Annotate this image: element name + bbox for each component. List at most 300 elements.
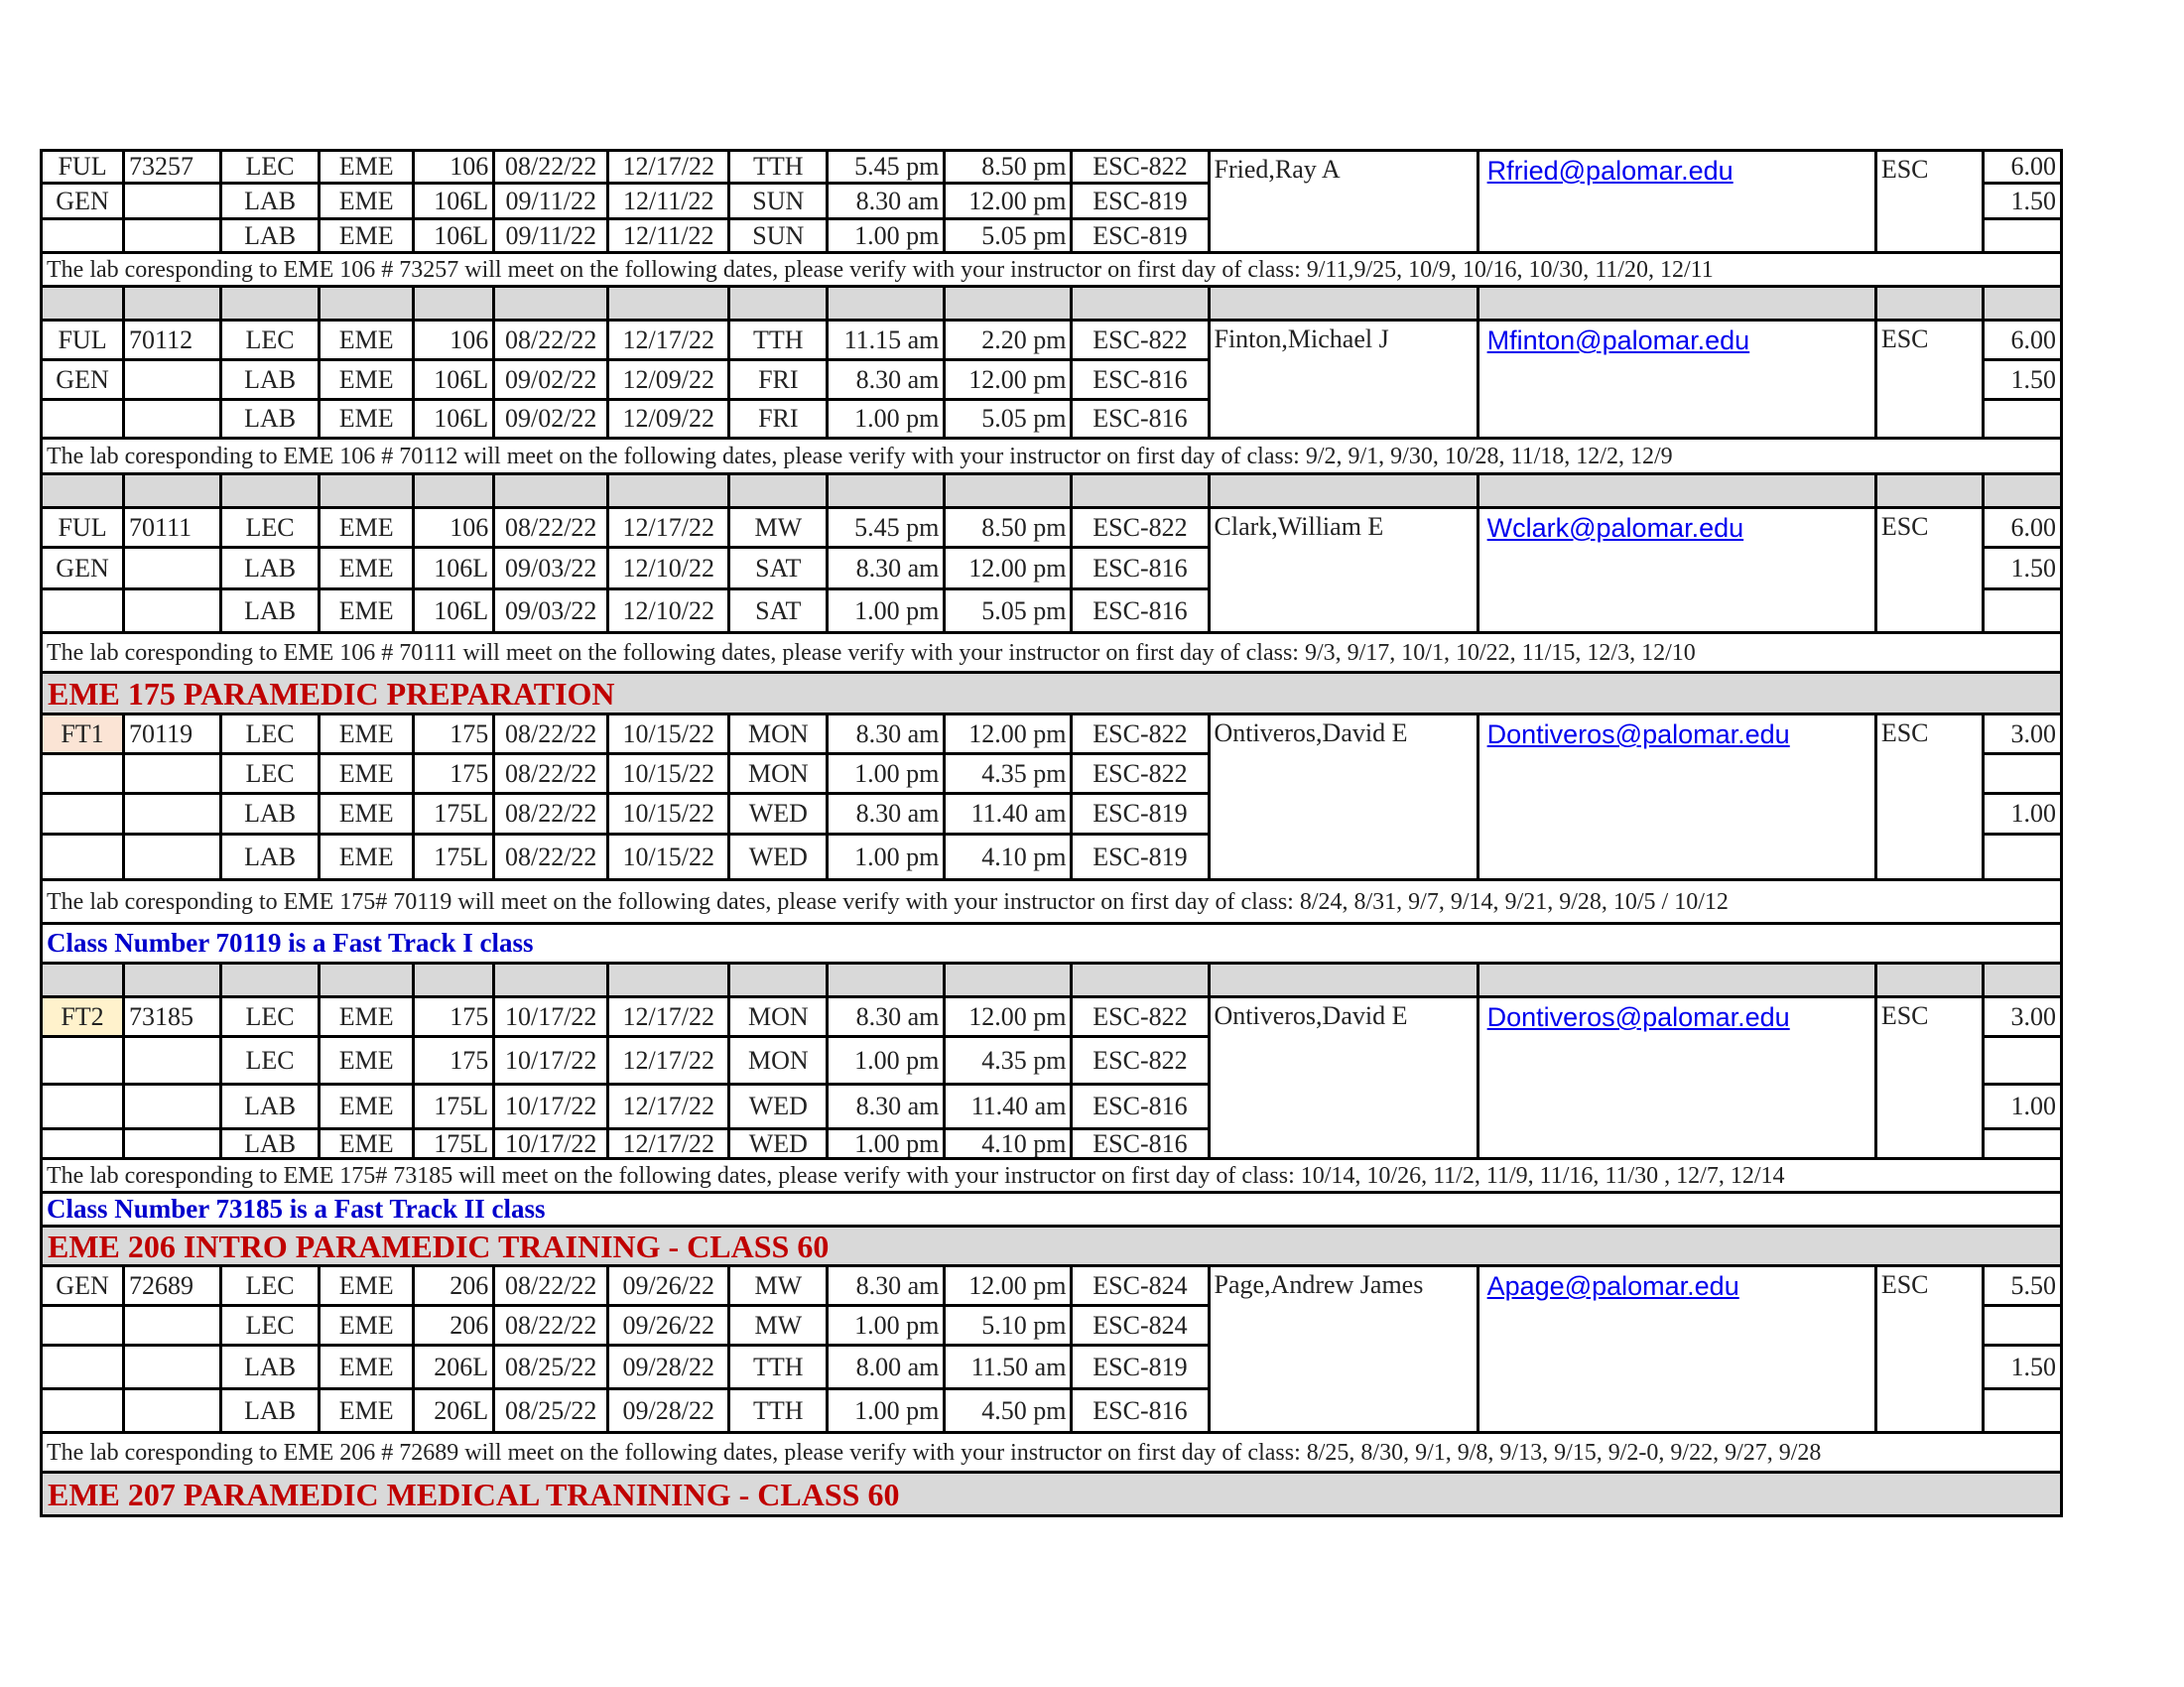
- subject: EME: [320, 184, 414, 219]
- end-date: 12/17/22: [608, 508, 729, 548]
- course-number: 175: [414, 754, 494, 794]
- spacer-cell: [1209, 964, 1477, 997]
- start-time: 8.00 am: [828, 1346, 945, 1389]
- meeting-days: TTH: [729, 1346, 828, 1389]
- instructor-name: Ontiveros,David E: [1209, 714, 1477, 880]
- section-type: FUL: [42, 508, 124, 548]
- units: [1983, 400, 2061, 439]
- start-time: 8.30 am: [828, 794, 945, 835]
- meeting-days: WED: [729, 835, 828, 880]
- spacer-cell: [1209, 287, 1477, 321]
- meeting-days: FRI: [729, 360, 828, 400]
- end-date: 12/10/22: [608, 548, 729, 589]
- end-time: 8.50 pm: [945, 151, 1072, 184]
- meeting-days: WED: [729, 1085, 828, 1129]
- spacer-cell: [1477, 964, 1875, 997]
- lab-dates-note: The lab coresponding to EME 175# 73185 will meet on the following dates, please verify with your instructor on first day of class: 10/14, 10/26, 11/2, 11/9, 11/16, 11/30 , 12/7, 12/14: [42, 1159, 2062, 1193]
- course-number: 106L: [414, 360, 494, 400]
- room: ESC-822: [1072, 1037, 1209, 1085]
- section-type: [42, 1129, 124, 1159]
- subject: EME: [320, 794, 414, 835]
- end-time: 12.00 pm: [945, 714, 1072, 754]
- room: ESC-816: [1072, 400, 1209, 439]
- start-date: 08/22/22: [494, 508, 608, 548]
- spacer-cell: [320, 474, 414, 508]
- start-date: 09/03/22: [494, 589, 608, 633]
- start-time: 11.15 am: [828, 321, 945, 360]
- lab-dates-note-row: [42, 439, 2062, 474]
- meeting-row: [42, 321, 2062, 360]
- units: 1.00: [1983, 1085, 2061, 1129]
- spacer-cell: [1983, 964, 2061, 997]
- instructor-email-link[interactable]: Dontiveros@palomar.edu: [1486, 1002, 1790, 1032]
- section-type: GEN: [42, 360, 124, 400]
- start-date: 08/22/22: [494, 794, 608, 835]
- units: 6.00: [1983, 508, 2061, 548]
- start-time: 1.00 pm: [828, 1037, 945, 1085]
- end-time: 8.50 pm: [945, 508, 1072, 548]
- start-time: 8.30 am: [828, 548, 945, 589]
- campus-location: ESC: [1875, 714, 1983, 880]
- meeting-days: MON: [729, 714, 828, 754]
- instructor-name: Clark,William E: [1209, 508, 1477, 633]
- lab-dates-note: The lab coresponding to EME 175# 70119 will meet on the following dates, please verify with your instructor on first day of class: 8/24, 8/31, 9/7, 9/14, 9/21, 9/28, 10/5 / 10/12: [42, 880, 2062, 924]
- instructor-email-link[interactable]: Mfinton@palomar.edu: [1486, 325, 1750, 355]
- spacer-cell: [945, 474, 1072, 508]
- room: ESC-822: [1072, 754, 1209, 794]
- spacer-cell: [608, 964, 729, 997]
- spacer-cell: [124, 287, 221, 321]
- lab-dates-note: The lab coresponding to EME 106 # 70111 will meet on the following dates, please verify with your instructor on first day of class: 9/3, 9/17, 10/1, 10/22, 11/15, 12/3, 12/10: [42, 633, 2062, 673]
- end-time: 5.05 pm: [945, 219, 1072, 253]
- class-number: [124, 754, 221, 794]
- meeting-days: MON: [729, 997, 828, 1037]
- spacer-cell: [1875, 287, 1983, 321]
- spacer-cell: [1477, 287, 1875, 321]
- activity: LEC: [221, 1037, 320, 1085]
- start-date: 08/22/22: [494, 835, 608, 880]
- subject: EME: [320, 997, 414, 1037]
- meeting-days: MON: [729, 754, 828, 794]
- spacer-cell: [1983, 287, 2061, 321]
- spacer-cell: [414, 287, 494, 321]
- start-time: 1.00 pm: [828, 219, 945, 253]
- instructor-email-cell: [1477, 321, 1875, 439]
- section-type: GEN: [42, 548, 124, 589]
- activity: LAB: [221, 794, 320, 835]
- class-number: 70111: [124, 508, 221, 548]
- room: ESC-816: [1072, 589, 1209, 633]
- section-type: [42, 1085, 124, 1129]
- class-number: 73185: [124, 997, 221, 1037]
- course-number: 106L: [414, 184, 494, 219]
- start-date: 08/22/22: [494, 151, 608, 184]
- end-time: 12.00 pm: [945, 548, 1072, 589]
- spacer-cell: [494, 964, 608, 997]
- section-type: [42, 754, 124, 794]
- class-number: [124, 184, 221, 219]
- meeting-days: FRI: [729, 400, 828, 439]
- end-date: 12/09/22: [608, 400, 729, 439]
- room: ESC-819: [1072, 184, 1209, 219]
- end-time: 11.50 am: [945, 1346, 1072, 1389]
- course-number: 106: [414, 321, 494, 360]
- end-time: 4.35 pm: [945, 1037, 1072, 1085]
- room: ESC-822: [1072, 151, 1209, 184]
- instructor-name: Page,Andrew James: [1209, 1266, 1477, 1433]
- activity: LAB: [221, 1346, 320, 1389]
- section-type: [42, 400, 124, 439]
- meeting-days: WED: [729, 1129, 828, 1159]
- spacer-cell: [221, 964, 320, 997]
- end-date: 09/28/22: [608, 1389, 729, 1433]
- room: ESC-816: [1072, 1085, 1209, 1129]
- campus-location: ESC: [1875, 508, 1983, 633]
- end-date: 12/17/22: [608, 151, 729, 184]
- fast-track-info-row: [42, 1193, 2062, 1227]
- section-type: FUL: [42, 321, 124, 360]
- section-type: FT2: [42, 997, 124, 1037]
- units: 6.00: [1983, 151, 2061, 184]
- room: ESC-822: [1072, 508, 1209, 548]
- instructor-name: Fried,Ray A: [1209, 151, 1477, 253]
- activity: LAB: [221, 219, 320, 253]
- spacer-cell: [729, 474, 828, 508]
- lab-dates-note-row: [42, 633, 2062, 673]
- room: ESC-824: [1072, 1306, 1209, 1346]
- start-time: 1.00 pm: [828, 1389, 945, 1433]
- activity: LAB: [221, 184, 320, 219]
- start-date: 10/17/22: [494, 1129, 608, 1159]
- spacer-cell: [828, 287, 945, 321]
- start-time: 8.30 am: [828, 1085, 945, 1129]
- room: ESC-822: [1072, 714, 1209, 754]
- section-type: [42, 589, 124, 633]
- course-number: 206: [414, 1306, 494, 1346]
- class-number: [124, 360, 221, 400]
- units: [1983, 1129, 2061, 1159]
- activity: LAB: [221, 589, 320, 633]
- room: ESC-822: [1072, 321, 1209, 360]
- course-number: 175L: [414, 835, 494, 880]
- end-time: 11.40 am: [945, 1085, 1072, 1129]
- meeting-row: [42, 1266, 2062, 1306]
- section-type: [42, 835, 124, 880]
- fast-track-info: Class Number 70119 is a Fast Track I class: [42, 924, 2062, 964]
- end-time: 12.00 pm: [945, 997, 1072, 1037]
- units: [1983, 1389, 2061, 1433]
- start-date: 10/17/22: [494, 1085, 608, 1129]
- course-header-row: [42, 1473, 2062, 1516]
- course-number: 175: [414, 997, 494, 1037]
- spacer-cell: [221, 287, 320, 321]
- room: ESC-816: [1072, 1389, 1209, 1433]
- spacer-cell: [414, 474, 494, 508]
- activity: LAB: [221, 1129, 320, 1159]
- subject: EME: [320, 1389, 414, 1433]
- class-number: [124, 835, 221, 880]
- end-time: 2.20 pm: [945, 321, 1072, 360]
- room: ESC-824: [1072, 1266, 1209, 1306]
- lab-dates-note-row: [42, 1159, 2062, 1193]
- meeting-row: [42, 714, 2062, 754]
- units: 6.00: [1983, 321, 2061, 360]
- end-date: 10/15/22: [608, 794, 729, 835]
- instructor-email-link[interactable]: Rfried@palomar.edu: [1486, 156, 1734, 186]
- campus-location: ESC: [1875, 1266, 1983, 1433]
- end-time: 12.00 pm: [945, 184, 1072, 219]
- spacer-cell: [124, 964, 221, 997]
- course-number: 106L: [414, 548, 494, 589]
- spacer-cell: [608, 287, 729, 321]
- spacer-cell: [320, 287, 414, 321]
- units: [1983, 219, 2061, 253]
- class-number: [124, 1037, 221, 1085]
- spacer-cell: [494, 287, 608, 321]
- lab-dates-note-row: [42, 1433, 2062, 1473]
- units: 1.50: [1983, 548, 2061, 589]
- spacer-cell: [414, 964, 494, 997]
- course-number: 206L: [414, 1389, 494, 1433]
- meeting-days: MW: [729, 508, 828, 548]
- section-type: GEN: [42, 1266, 124, 1306]
- instructor-email-cell: [1477, 151, 1875, 253]
- subject: EME: [320, 219, 414, 253]
- end-date: 09/28/22: [608, 1346, 729, 1389]
- subject: EME: [320, 1266, 414, 1306]
- class-number: [124, 1389, 221, 1433]
- start-date: 08/22/22: [494, 714, 608, 754]
- lab-dates-note-row: [42, 880, 2062, 924]
- course-number: 175: [414, 714, 494, 754]
- start-time: 1.00 pm: [828, 589, 945, 633]
- end-time: 4.10 pm: [945, 1129, 1072, 1159]
- end-time: 5.10 pm: [945, 1306, 1072, 1346]
- meeting-row: [42, 997, 2062, 1037]
- lab-dates-note: The lab coresponding to EME 206 # 72689 will meet on the following dates, please verify with your instructor on first day of class: 8/25, 8/30, 9/1, 9/8, 9/13, 9/15, 9/2-0, 9/22, 9/27, 9/28: [42, 1433, 2062, 1473]
- activity: LAB: [221, 1389, 320, 1433]
- section-type: [42, 1037, 124, 1085]
- meeting-days: SUN: [729, 219, 828, 253]
- units: 1.50: [1983, 1346, 2061, 1389]
- class-number: [124, 1085, 221, 1129]
- activity: LEC: [221, 997, 320, 1037]
- start-time: 8.30 am: [828, 997, 945, 1037]
- class-number: [124, 400, 221, 439]
- subject: EME: [320, 321, 414, 360]
- start-date: 08/22/22: [494, 1266, 608, 1306]
- fast-track-info-row: [42, 924, 2062, 964]
- lab-dates-note: The lab coresponding to EME 106 # 70112 will meet on the following dates, please verify with your instructor on first day of class: 9/2, 9/1, 9/30, 10/28, 11/18, 12/2, 12/9: [42, 439, 2062, 474]
- start-date: 09/02/22: [494, 360, 608, 400]
- activity: LAB: [221, 548, 320, 589]
- end-time: 4.35 pm: [945, 754, 1072, 794]
- section-type: [42, 219, 124, 253]
- room: ESC-822: [1072, 997, 1209, 1037]
- units: 1.00: [1983, 794, 2061, 835]
- units: 5.50: [1983, 1266, 2061, 1306]
- activity: LEC: [221, 754, 320, 794]
- section-type: [42, 794, 124, 835]
- activity: LEC: [221, 508, 320, 548]
- campus-location: ESC: [1875, 321, 1983, 439]
- spacer-row: [42, 474, 2062, 508]
- course-number: 106: [414, 151, 494, 184]
- spacer-cell: [42, 964, 124, 997]
- end-date: 12/10/22: [608, 589, 729, 633]
- lab-dates-note: The lab coresponding to EME 106 # 73257 will meet on the following dates, please verify with your instructor on first day of class: 9/11,9/25, 10/9, 10/16, 10/30, 11/20, 12/11: [42, 253, 2062, 287]
- room: ESC-816: [1072, 548, 1209, 589]
- course-number: 206: [414, 1266, 494, 1306]
- spacer-cell: [828, 964, 945, 997]
- course-title: EME 206 INTRO PARAMEDIC TRAINING - CLASS 60: [42, 1227, 2062, 1266]
- start-time: 5.45 pm: [828, 508, 945, 548]
- spacer-cell: [1209, 474, 1477, 508]
- course-number: 106L: [414, 400, 494, 439]
- end-date: 12/17/22: [608, 1037, 729, 1085]
- subject: EME: [320, 1306, 414, 1346]
- activity: LEC: [221, 321, 320, 360]
- course-number: 106L: [414, 219, 494, 253]
- start-time: 5.45 pm: [828, 151, 945, 184]
- start-date: 09/11/22: [494, 219, 608, 253]
- end-date: 09/26/22: [608, 1266, 729, 1306]
- instructor-email-link[interactable]: Dontiveros@palomar.edu: [1486, 719, 1790, 749]
- start-date: 08/22/22: [494, 321, 608, 360]
- spacer-cell: [729, 964, 828, 997]
- subject: EME: [320, 1129, 414, 1159]
- subject: EME: [320, 835, 414, 880]
- fast-track-info: Class Number 73185 is a Fast Track II class: [42, 1193, 2062, 1227]
- spacer-cell: [1477, 474, 1875, 508]
- start-time: 8.30 am: [828, 1266, 945, 1306]
- room: ESC-816: [1072, 360, 1209, 400]
- room: ESC-819: [1072, 794, 1209, 835]
- room: ESC-816: [1072, 1129, 1209, 1159]
- activity: LEC: [221, 1306, 320, 1346]
- meeting-days: TTH: [729, 1389, 828, 1433]
- units: 3.00: [1983, 714, 2061, 754]
- class-number: [124, 1346, 221, 1389]
- class-number: [124, 1306, 221, 1346]
- spacer-cell: [221, 474, 320, 508]
- subject: EME: [320, 589, 414, 633]
- end-date: 09/26/22: [608, 1306, 729, 1346]
- start-date: 08/22/22: [494, 754, 608, 794]
- meeting-days: MW: [729, 1266, 828, 1306]
- instructor-name: Ontiveros,David E: [1209, 997, 1477, 1159]
- class-number: [124, 1129, 221, 1159]
- section-type: FUL: [42, 151, 124, 184]
- subject: EME: [320, 151, 414, 184]
- meeting-days: MON: [729, 1037, 828, 1085]
- spacer-cell: [729, 287, 828, 321]
- instructor-email-cell: [1477, 714, 1875, 880]
- activity: LEC: [221, 1266, 320, 1306]
- spacer-cell: [945, 287, 1072, 321]
- subject: EME: [320, 714, 414, 754]
- end-date: 10/15/22: [608, 714, 729, 754]
- course-title: EME 175 PARAMEDIC PREPARATION: [42, 673, 2062, 714]
- campus-location: ESC: [1875, 151, 1983, 253]
- spacer-cell: [1072, 474, 1209, 508]
- end-date: 12/17/22: [608, 1129, 729, 1159]
- end-date: 12/11/22: [608, 219, 729, 253]
- spacer-cell: [608, 474, 729, 508]
- start-date: 08/25/22: [494, 1389, 608, 1433]
- subject: EME: [320, 1346, 414, 1389]
- spacer-cell: [494, 474, 608, 508]
- course-number: 106L: [414, 589, 494, 633]
- instructor-email-link[interactable]: Wclark@palomar.edu: [1486, 513, 1744, 543]
- start-date: 08/25/22: [494, 1346, 608, 1389]
- instructor-email-cell: [1477, 1266, 1875, 1433]
- start-date: 09/03/22: [494, 548, 608, 589]
- activity: LAB: [221, 835, 320, 880]
- subject: EME: [320, 548, 414, 589]
- section-type: [42, 1306, 124, 1346]
- course-number: 175: [414, 1037, 494, 1085]
- end-date: 12/17/22: [608, 997, 729, 1037]
- room: ESC-819: [1072, 835, 1209, 880]
- class-number: [124, 794, 221, 835]
- spacer-cell: [1072, 964, 1209, 997]
- instructor-email-cell: [1477, 997, 1875, 1159]
- end-time: 12.00 pm: [945, 360, 1072, 400]
- units: [1983, 589, 2061, 633]
- spacer-cell: [1983, 474, 2061, 508]
- units: 3.00: [1983, 997, 2061, 1037]
- activity: LEC: [221, 151, 320, 184]
- subject: EME: [320, 508, 414, 548]
- instructor-email-cell: [1477, 508, 1875, 633]
- class-number: 73257: [124, 151, 221, 184]
- units: 1.50: [1983, 184, 2061, 219]
- start-time: 1.00 pm: [828, 1306, 945, 1346]
- start-time: 1.00 pm: [828, 835, 945, 880]
- subject: EME: [320, 754, 414, 794]
- start-time: 8.30 am: [828, 360, 945, 400]
- room: ESC-819: [1072, 1346, 1209, 1389]
- subject: EME: [320, 360, 414, 400]
- start-time: 8.30 am: [828, 184, 945, 219]
- units: 1.50: [1983, 360, 2061, 400]
- course-number: 206L: [414, 1346, 494, 1389]
- end-time: 4.10 pm: [945, 835, 1072, 880]
- spacer-row: [42, 287, 2062, 321]
- meeting-row: [42, 151, 2062, 184]
- instructor-email-link[interactable]: Apage@palomar.edu: [1486, 1271, 1739, 1301]
- end-time: 5.05 pm: [945, 589, 1072, 633]
- units: [1983, 754, 2061, 794]
- end-date: 12/09/22: [608, 360, 729, 400]
- end-time: 11.40 am: [945, 794, 1072, 835]
- activity: LAB: [221, 1085, 320, 1129]
- start-time: 8.30 am: [828, 714, 945, 754]
- course-header-row: [42, 673, 2062, 714]
- spacer-cell: [1875, 964, 1983, 997]
- spacer-cell: [828, 474, 945, 508]
- subject: EME: [320, 1085, 414, 1129]
- activity: LEC: [221, 714, 320, 754]
- course-title: EME 207 PARAMEDIC MEDICAL TRANINING - CLASS 60: [42, 1473, 2062, 1516]
- meeting-days: SAT: [729, 589, 828, 633]
- room: ESC-819: [1072, 219, 1209, 253]
- start-time: 1.00 pm: [828, 754, 945, 794]
- end-date: 10/15/22: [608, 754, 729, 794]
- end-date: 12/17/22: [608, 321, 729, 360]
- class-number: 72689: [124, 1266, 221, 1306]
